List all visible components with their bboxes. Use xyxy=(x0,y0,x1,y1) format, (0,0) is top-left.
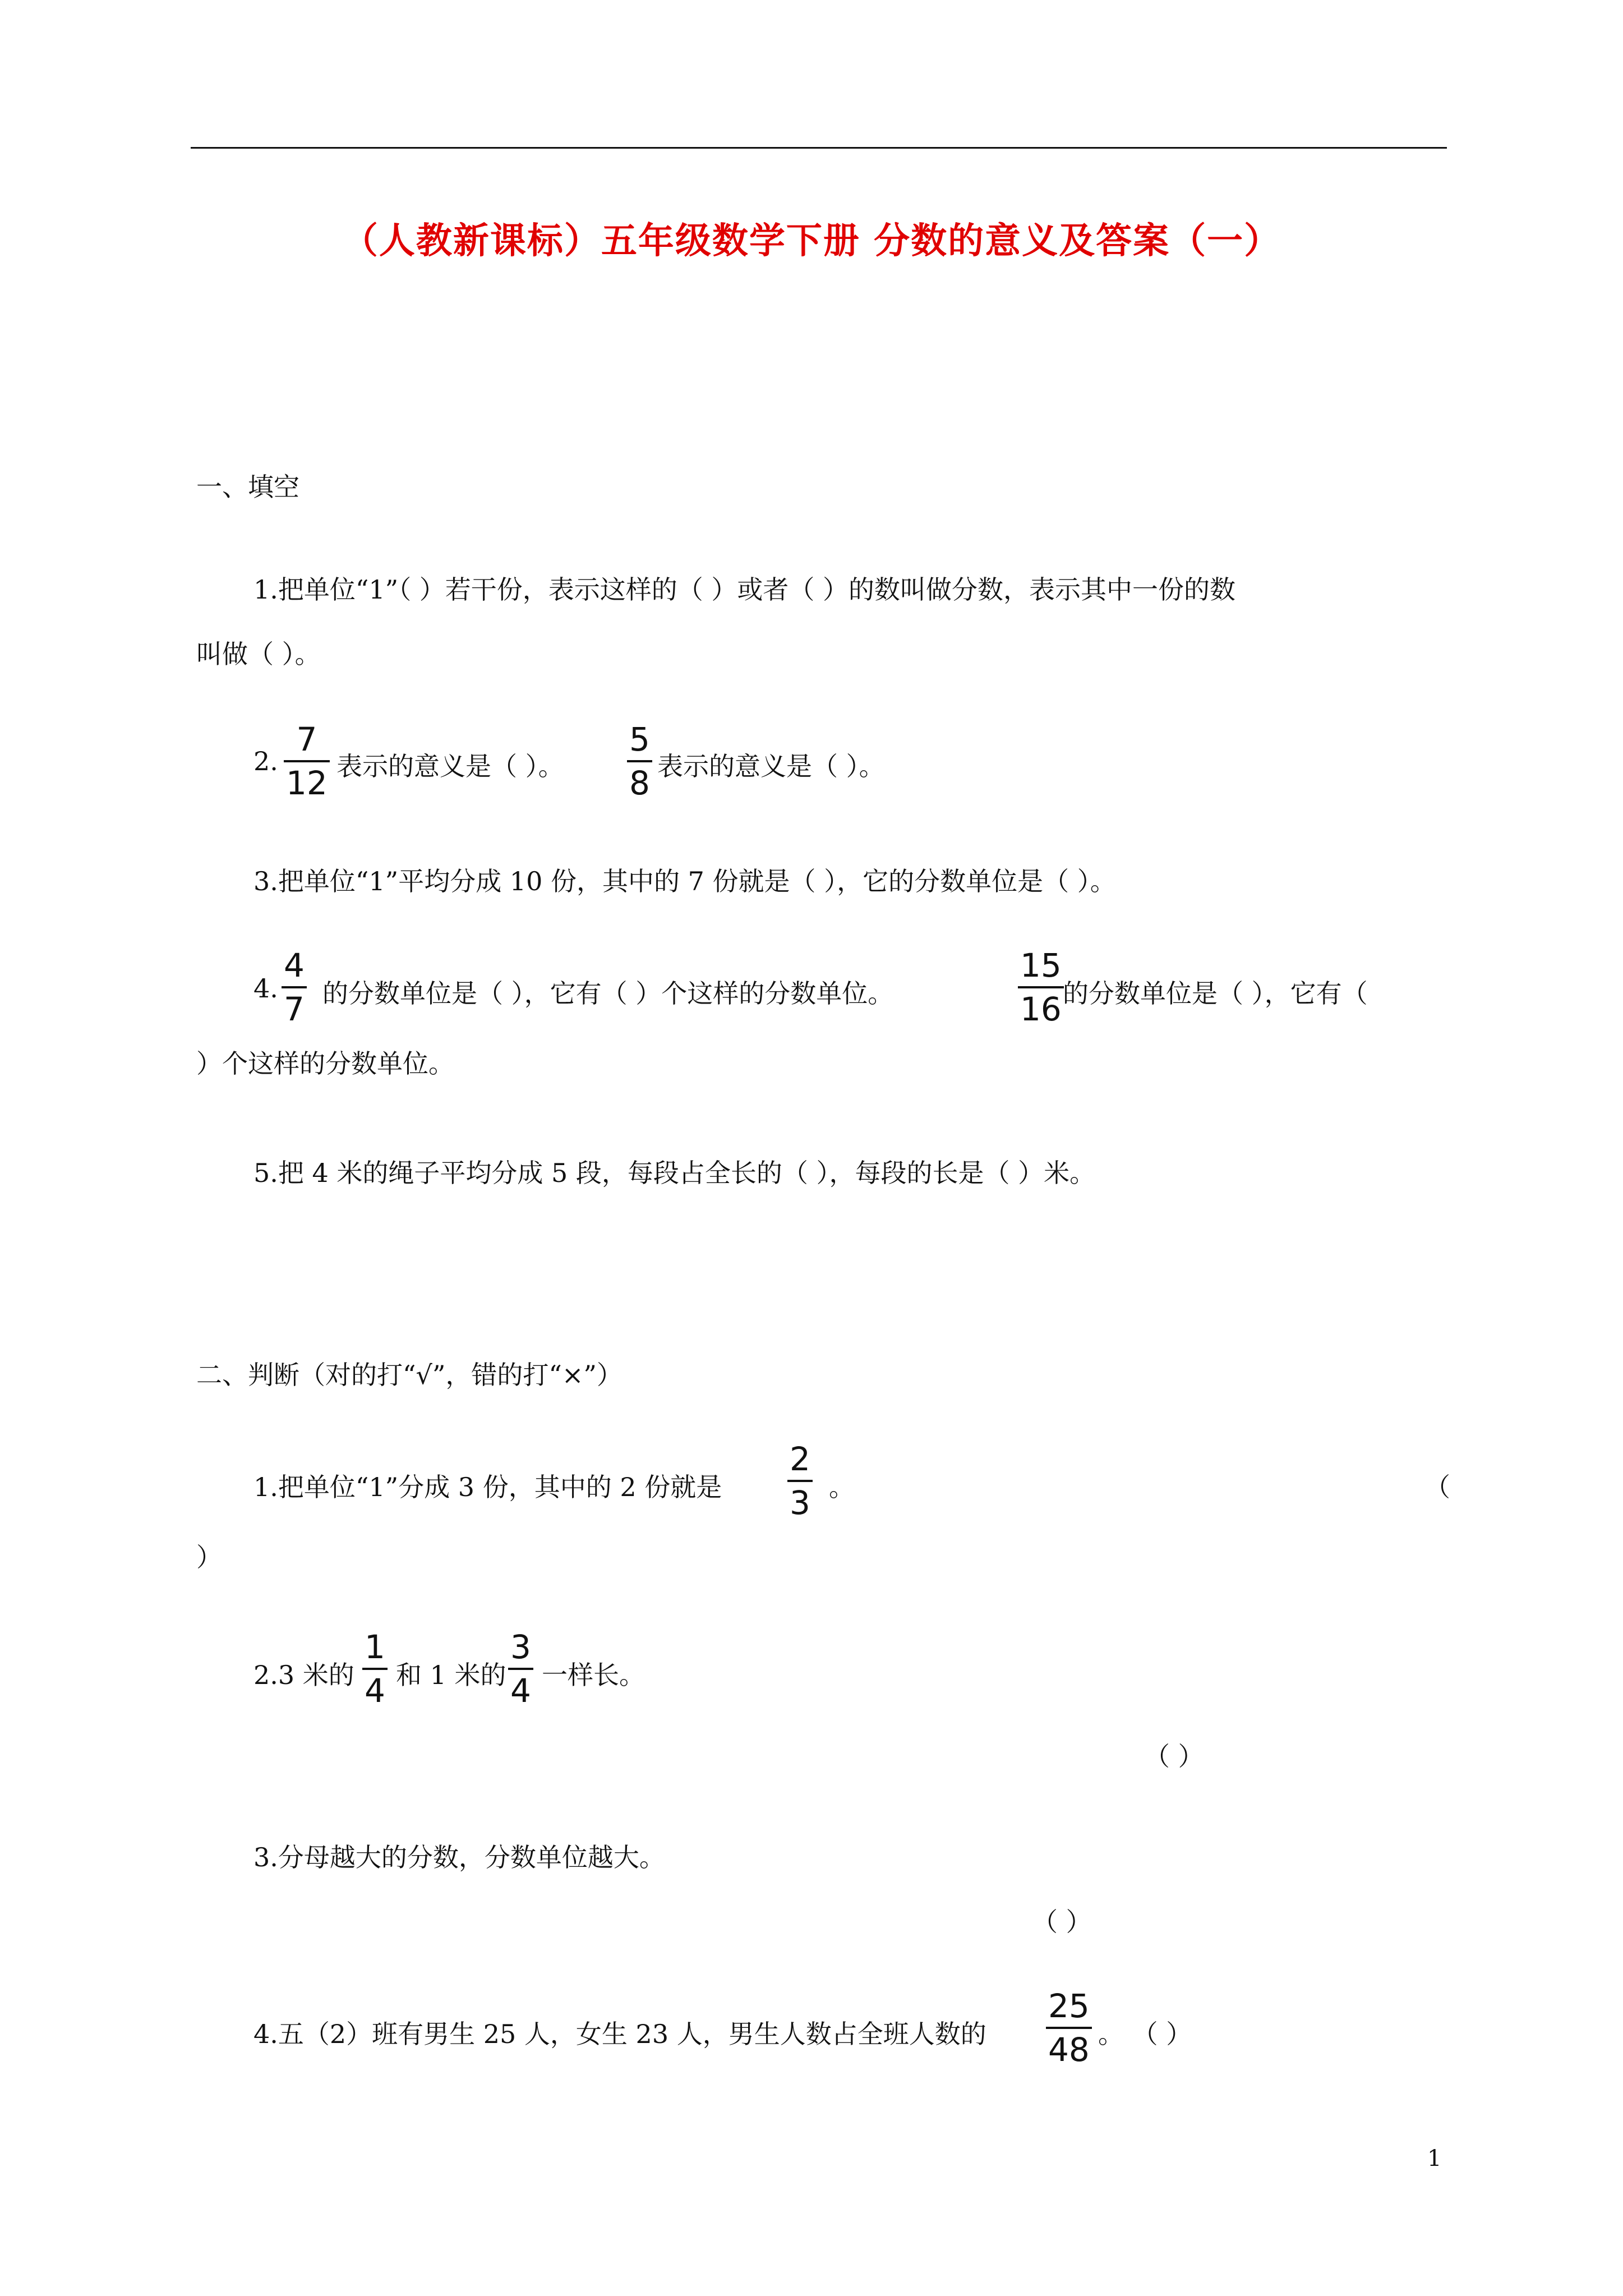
question-1-line-2: 叫做（ ）。 xyxy=(196,639,321,669)
section-heading-fill-blank: 一、填空 xyxy=(196,472,299,502)
fraction-denominator: 8 xyxy=(629,764,650,802)
question-4-prefix: 4. xyxy=(253,973,278,1004)
fraction-25-48 xyxy=(1046,1987,1092,2068)
fraction-bar xyxy=(787,1480,813,1482)
fraction-bar xyxy=(282,986,307,988)
fraction-numerator: 15 xyxy=(1020,946,1062,984)
fraction-denominator: 16 xyxy=(1020,990,1062,1028)
fraction-bar xyxy=(1046,2027,1092,2029)
question-2-middle: 表示的意义是（ ）。 xyxy=(336,751,564,781)
fraction-numerator: 5 xyxy=(629,720,650,758)
question-5: 5.把 4 米的绳子平均分成 5 段，每段占全长的（ ），每段的长是（ ）米。 xyxy=(253,1158,1096,1188)
fraction-15-16 xyxy=(1018,947,1064,1028)
fraction-5-8 xyxy=(627,721,652,802)
document-title: （人教新课标）五年级数学下册 分数的意义及答案（一） xyxy=(342,220,1281,262)
fraction-bar xyxy=(362,1668,388,1670)
question-3: 3.把单位“1”平均分成 10 份，其中的 7 份就是（ ），它的分数单位是（ ）。 xyxy=(253,866,1116,896)
fraction-bar xyxy=(284,760,330,762)
fraction-denominator: 48 xyxy=(1048,2031,1090,2069)
header-rule xyxy=(191,147,1447,149)
fraction-numerator: 1 xyxy=(365,1628,385,1666)
question-4-line-2: ）个这样的分数单位。 xyxy=(196,1048,454,1079)
fraction-denominator: 4 xyxy=(365,1672,385,1710)
question-4-end: 的分数单位是（ ），它有（ xyxy=(1063,978,1368,1009)
judge-4-end: 。 （ ） xyxy=(1098,2019,1192,2049)
fraction-denominator: 3 xyxy=(790,1484,810,1522)
fraction-7-12 xyxy=(284,721,330,802)
judge-4-text: 4.五（2）班有男生 25 人，女生 23 人，男生人数占全班人数的 xyxy=(253,2019,986,2049)
fraction-bar xyxy=(508,1668,533,1670)
fraction-numerator: 3 xyxy=(510,1628,531,1666)
judge-2-text-a: 2.3 米的 xyxy=(253,1660,354,1690)
fraction-bar xyxy=(627,760,652,762)
judge-3-text: 3.分母越大的分数，分数单位越大。 xyxy=(253,1842,665,1872)
judge-2-text-c: 一样长。 xyxy=(542,1660,645,1690)
judge-2-answer-paren: （ ） xyxy=(1144,1741,1204,1772)
judge-1-text: 1.把单位“1”分成 3 份，其中的 2 份就是 xyxy=(253,1472,722,1502)
question-2-end: 表示的意义是（ ）。 xyxy=(657,751,885,781)
fraction-numerator: 4 xyxy=(284,946,305,984)
judge-1-paren-close: ） xyxy=(196,1542,222,1572)
fraction-2-3 xyxy=(787,1441,813,1521)
fraction-1-4 xyxy=(362,1628,388,1709)
fraction-numerator: 7 xyxy=(296,720,317,758)
fraction-numerator: 25 xyxy=(1048,1987,1090,2025)
fraction-denominator: 7 xyxy=(284,990,305,1028)
judge-3-answer-paren: （ ） xyxy=(1032,1907,1092,1937)
page-number: 1 xyxy=(1427,2146,1442,2171)
section-heading-true-false: 二、判断（对的打“√”，错的打“×”） xyxy=(196,1360,623,1390)
fraction-bar xyxy=(1018,986,1064,988)
judge-1-paren-open: （ xyxy=(1424,1472,1450,1502)
fraction-numerator: 2 xyxy=(790,1440,810,1478)
fraction-denominator: 4 xyxy=(510,1672,531,1710)
judge-1-end: 。 xyxy=(829,1472,855,1502)
fraction-denominator: 12 xyxy=(286,764,328,802)
question-4-middle: 的分数单位是（ ），它有（ ）个这样的分数单位。 xyxy=(322,978,894,1009)
judge-2-text-b: 和 1 米的 xyxy=(396,1660,506,1690)
fraction-4-7 xyxy=(282,947,307,1028)
question-2-prefix: 2. xyxy=(253,746,278,776)
fraction-3-4 xyxy=(508,1628,533,1709)
question-1-line-1: 1.把单位“1”（ ）若干份，表示这样的（ ）或者（ ）的数叫做分数，表示其中一份的数 xyxy=(253,574,1236,605)
